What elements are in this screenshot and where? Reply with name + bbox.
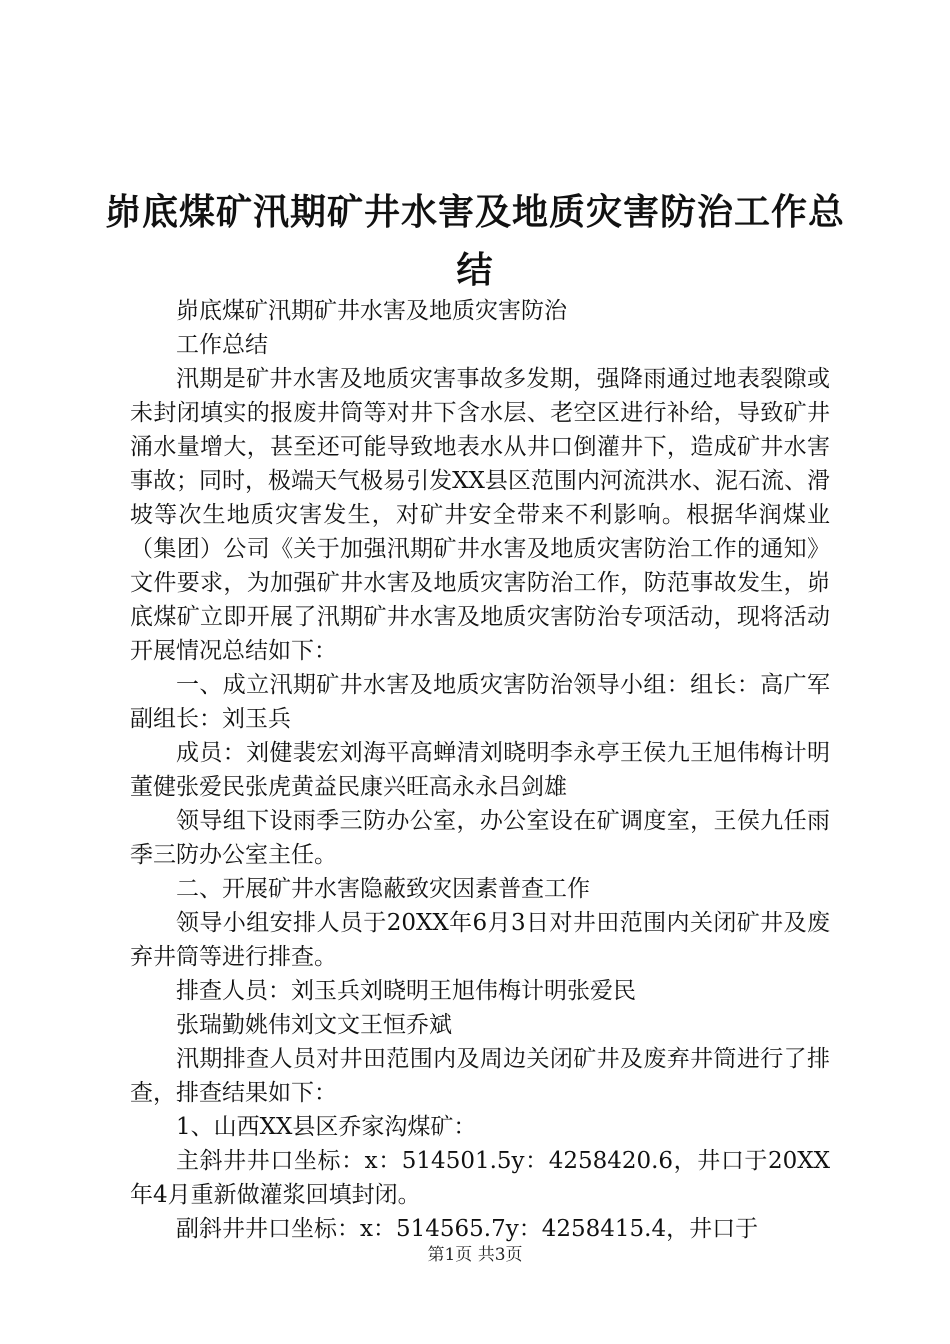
body-paragraph: 领导小组安排人员于20XX年6月3日对井田范围内关闭矿井及废弃井筒等进行排查。 [130,910,830,970]
body-paragraph: 领导组下设雨季三防办公室，办公室设在矿调度室，王侯九任雨季三防办公室主任。 [130,808,830,868]
body-paragraph: 峁底煤矿汛期矿井水害及地质灾害防治 [176,298,567,324]
body-paragraph: 汛期是矿井水害及地质灾害事故多发期，强降雨通过地表裂隙或未封闭填实的报废井筒等对井下含水层、老空区进行补给，导致矿井涌水量增大，甚至还可能导致地表水从井口倒灌井下，造成矿井水害事故；同时，极端天气极易引发XX县区范围内河流洪水、泥石流、滑坡等次生地质灾害发生，对矿井安全带来不利影响。根据华润煤业（集团）公司《关于加强汛期矿井水害及地质灾害防治工作的通知》文件要求，为加强矿井水害及地质灾害防治工作，防范事故发生，峁底煤矿立即开展了汛期矿井水害及地质灾害防治专项活动，现将活动开展情况总结如下： [130,366,830,664]
body-paragraph: 汛期排查人员对井田范围内及周边关闭矿井及废弃井筒进行了排查，排查结果如下： [130,1046,830,1106]
body-paragraph: 1、山西XX县区乔家沟煤矿： [176,1114,477,1140]
body-paragraph: 二、开展矿井水害隐蔽致灾因素普查工作 [176,876,590,902]
body-paragraph: 排查人员：刘玉兵刘晓明王旭伟梅计明张爱民 [176,978,636,1004]
body-paragraph: 张瑞勤姚伟刘文文王恒乔斌 [176,1012,452,1038]
body-paragraph: 工作总结 [176,332,268,358]
body-paragraph: 一、成立汛期矿井水害及地质灾害防治领导小组：组长：高广军副组长：刘玉兵 [130,672,830,732]
document-body [130,294,830,1246]
page-footer: 第1页 共3页 [427,1245,523,1265]
document-title: 峁底煤矿汛期矿井水害及地质灾害防治工作总结 [104,191,845,291]
body-paragraph: 副斜井井口坐标：x：514565.7y：4258415.4，井口于 [176,1216,759,1242]
body-paragraph: 成员：刘健裴宏刘海平高蝉清刘晓明李永亭王侯九王旭伟梅计明董健张爱民张虎黄益民康兴旺高永永吕剑雄 [130,740,830,800]
body-paragraph: 主斜井井口坐标：x：514501.5y：4258420.6，井口于20XX年4月重新做灌浆回填封闭。 [130,1148,830,1208]
